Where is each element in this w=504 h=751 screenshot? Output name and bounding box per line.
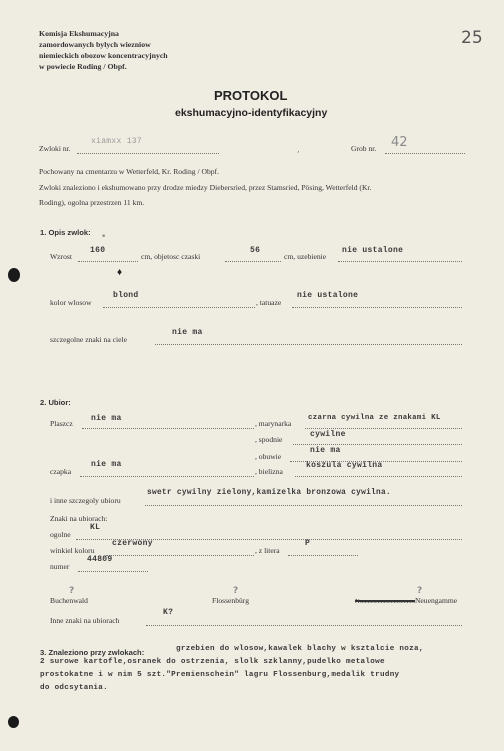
punch-hole-top [8,268,20,282]
zwloki-dotted-line [77,153,219,154]
litera-value: P [305,539,311,548]
znaleziono-text-line-1: Zwloki znaleziono i ekshumowano przy drodze miedzy Diebersried, przez Stamsried, Pösing, Wetterfeld (Kr. [39,183,372,192]
page-title: PROTOKOL [214,88,288,103]
spodnie-label: , spodnie [255,435,283,444]
winkiel-label: winkiel koloru [50,546,95,555]
znaki-ubiorach-label: Znaki na ubiorach: [50,514,108,523]
grob-dotted-line [385,153,465,154]
section-3-heading: 3. Znaleziono przy zwlokach: [40,648,145,657]
header-line-4: w powiecie Roding / Obpf. [39,62,127,71]
znaki-ciele-label: szczegolne znaki na ciele [50,335,127,344]
camp-mark-3: ? [417,586,423,596]
marynarka-value: czarna cywilna ze znakami KL [308,414,441,422]
czaszka-label: cm, objetosc czaski [141,252,201,261]
section-3-line-4: do odcsytania. [40,684,108,692]
section-3-line-3: prostokatne i w nim 5 szt."Premienschein" lagru Flossenburg,medalik trudny [40,671,400,679]
numer-value: 44809 [87,555,113,564]
inne-znaki-value: K? [163,608,174,617]
winkiel-value: czerwony [112,539,153,548]
litera-dotted-line [288,555,358,556]
grob-value: 42 [391,135,408,150]
czapka-label: czapka [50,467,72,476]
zwloki-label: Zwloki nr. [39,144,71,153]
camp-mark-1: ? [69,586,75,596]
tatuaze-dotted-line [292,307,462,308]
plaszcz-value: nie ma [91,414,122,423]
punch-hole-bottom [8,716,19,728]
ogolne-value: KL [90,523,101,532]
pencil-mark-bullet: ♦ [117,267,123,278]
section-1-heading: 1. Opis zwlok: [40,228,91,237]
wzrost-label: Wzrost [50,252,72,261]
winkiel-dotted-line [106,555,254,556]
czaszka-dotted-line [225,261,281,262]
section-3-line-1: grzebien do wlosow,kawalek blachy w ksztalcie noza, [176,645,424,653]
page-number: 25 [461,28,483,48]
uzebienie-label: cm, uzebienie [284,252,327,261]
litera-label: , z litera [255,546,280,555]
camp-mark-2: ? [233,586,239,596]
header-line-3: niemieckich obozow koncentracyjnych [39,51,168,60]
pencil-dot-1: • [101,232,107,242]
spodnie-value: cywilne [310,430,346,439]
numer-dotted-line [78,571,148,572]
uzebienie-dotted-line [338,261,462,262]
plaszcz-dotted-line [82,428,254,429]
czaszka-value: 56 [250,246,261,255]
pochowany-text: Pochowany na cmentarzu w Wetterfeld, Kr. Roding / Obpf. [39,167,219,176]
camp-buchenwald: Buchenwald [50,596,88,605]
plaszcz-label: Plaszcz [50,419,73,428]
zwloki-value: xiamxx 137 [91,137,143,146]
grob-label: Grob nr. [351,144,377,153]
spodnie-dotted-line [293,444,462,445]
obuwie-label: , obuwie [255,452,282,461]
page-subtitle: ekshumacyjno-identyfikacyjny [175,107,328,119]
znaki-ciele-value: nie ma [172,328,203,337]
marynarka-dotted-line [305,428,462,429]
section-2-heading: 2. Ubior: [40,398,71,407]
znaki-ciele-dotted-line [155,344,462,345]
camp-neuengamme-struck [355,596,457,605]
obuwie-value: nie ma [310,446,341,455]
camp-neuengamme: Neuengamme [414,596,458,605]
tatuaze-value: nie ustalone [297,291,359,300]
section-3-line-2: 2 surowe kartofle,osranek do ostrzenia, slolk szklanny,pudelko metalowe [40,658,385,666]
bielizna-value: koszula cywilna [306,461,383,470]
header-line-1: Komisja Ekshumacyjna [39,29,119,38]
bielizna-dotted-line [295,476,462,477]
czapka-dotted-line [80,476,254,477]
kolor-dotted-line [103,307,255,308]
wzrost-value: 160 [90,246,106,255]
kolor-label: kolor wlosow [50,298,92,307]
inne-szczegoly-value: swetr cywilny zielony,kamizelka bronzowa cywilna. [147,489,391,497]
znaleziono-text-line-2: Roding), ogolna przestrzen 11 km. [39,198,145,207]
inne-szczegoly-label: i inne szczegoly ubioru [50,496,121,505]
inne-znaki-label: Inne znaki na ubiorach [50,616,120,625]
camp-flossenburg: Flossenbürg [212,596,249,605]
inne-znaki-dotted-line [146,625,462,626]
header-line-2: zamordowanych bylych wiezniow [39,40,151,49]
uzebienie-value: nie ustalone [342,246,404,255]
kolor-value: blond [113,291,139,300]
camp-struck-text: Nxxxxxxxxxxxxxxxxx [355,598,415,605]
marynarka-label: , marynarka [255,419,292,428]
tatuaze-label: , tatuaze [256,298,282,307]
inne-szczegoly-dotted-line [145,505,462,506]
numer-label: numer [50,562,70,571]
czapka-value: nie ma [91,460,122,469]
bielizna-label: , bielizna [255,467,283,476]
pencil-mark-tick: , [297,145,300,155]
wzrost-dotted-line [78,261,138,262]
ogolne-label: ogolne [50,530,71,539]
